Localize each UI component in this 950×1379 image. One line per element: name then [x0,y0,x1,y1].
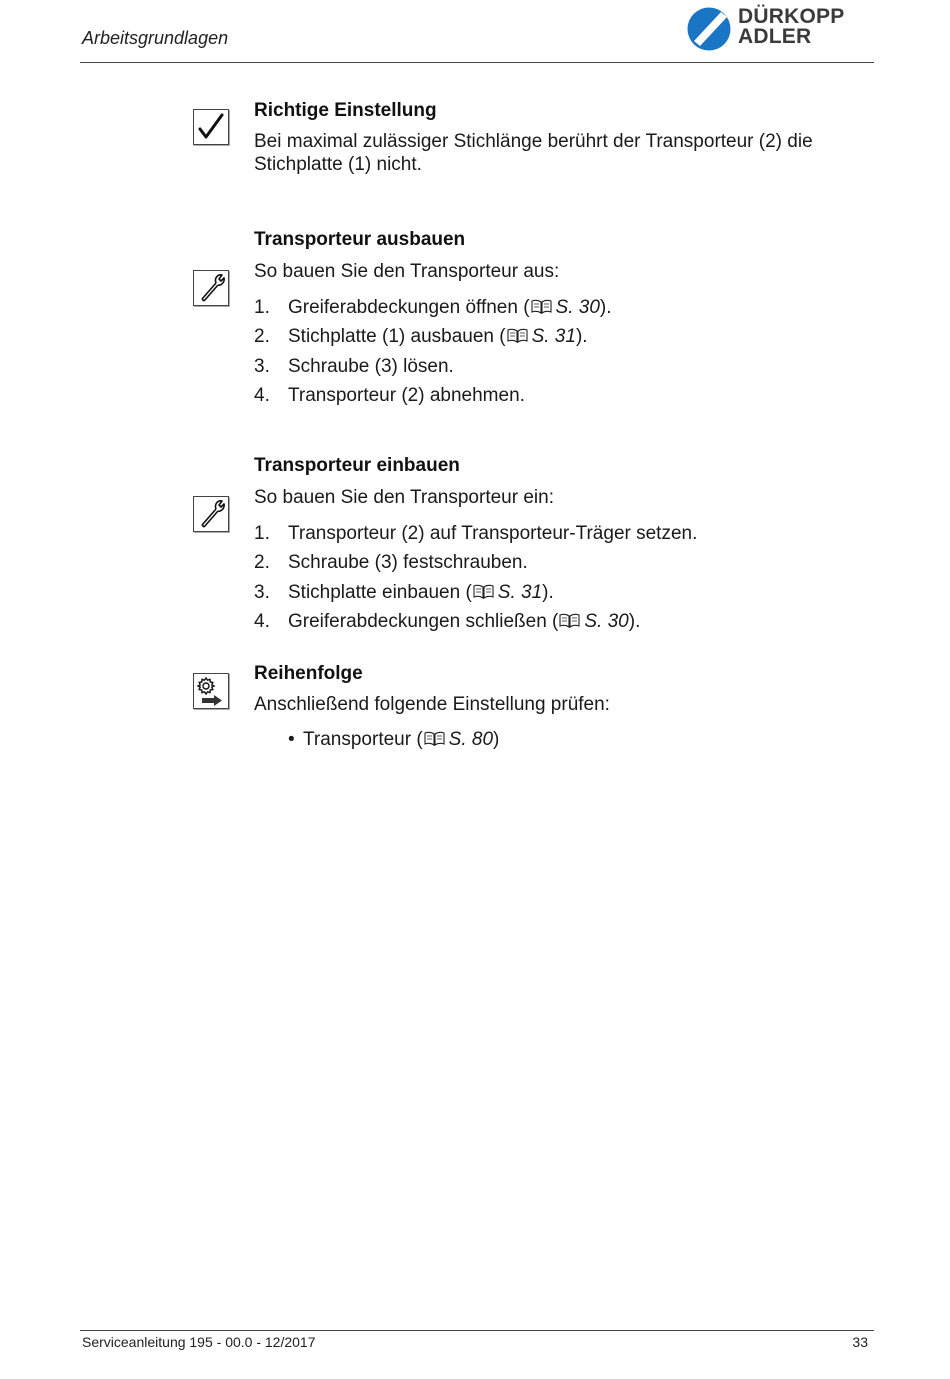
step-text: Schraube (3) festschrauben. [288,552,528,573]
book-icon [424,731,445,746]
step-text: Stichplatte einbauen ( [288,582,472,603]
section-text-correct-line2: Stichplatte (1) nicht. [254,154,422,175]
section-heading-install: Transporteur einbauen [254,455,460,476]
page-reference-link[interactable]: S. 31 [531,326,576,347]
section-heading-remove: Transporteur ausbauen [254,229,466,250]
checkmark-icon [193,109,229,145]
step-number: 2. [254,326,270,347]
step-item [254,297,612,319]
step-text-end: ). [628,611,641,632]
logo-line2: ADLER [738,25,812,48]
page-reference-link[interactable]: S. 31 [497,582,543,603]
step-number: 3. [254,356,270,377]
step-number: 4. [254,385,270,406]
step-item [254,356,454,378]
page-number: 33 [852,1334,868,1350]
book-icon [473,584,494,599]
step-text: Schraube (3) lösen. [288,356,454,377]
step-number: 2. [254,552,270,573]
brand-logo [686,6,876,54]
step-text: Greiferabdeckungen öffnen ( [288,297,530,318]
book-icon [559,613,580,628]
step-item [254,326,588,348]
step-item [254,582,554,604]
gear-arrow-icon [193,673,229,709]
logo-mark-icon [686,6,734,52]
step-number: 3. [254,582,270,603]
step-item [254,385,525,407]
page-reference-link[interactable]: S. 80 [448,729,494,750]
section-intro-install: So bauen Sie den Transporteur ein: [254,487,554,508]
page-reference-link[interactable]: S. 30 [584,611,629,632]
step-text: Transporteur (2) auf Transporteur-Träger setzen. [288,523,698,544]
wrench-icon [193,496,229,532]
step-text: Transporteur (2) abnehmen. [288,385,525,406]
section-heading-order: Reihenfolge [254,663,363,684]
section-text-correct-line1: Bei maximal zulässiger Stichlänge berührt der Transporteur (2) die [254,131,813,152]
footer-divider [80,1330,874,1331]
step-number: 4. [254,611,270,632]
logo-line1: DÜRKOPP [738,5,845,28]
step-text-end: ). [575,326,588,347]
step-text: Greiferabdeckungen schließen ( [288,611,559,632]
bullet-text-end: ) [493,729,500,750]
step-item [254,523,697,545]
step-text-end: ). [599,297,612,318]
step-text-end: ). [542,582,554,603]
header-divider [80,62,874,63]
section-heading-correct: Richtige Einstellung [254,100,437,121]
logo-text [738,7,844,47]
step-item [254,611,640,633]
step-item [254,552,528,574]
wrench-icon [193,270,229,306]
step-text: Stichplatte (1) ausbauen ( [288,326,506,347]
bullet-dot: • [288,729,295,750]
step-number: 1. [254,523,270,544]
page-header-title: Arbeitsgrundlagen [82,28,229,48]
book-icon [531,299,552,314]
section-intro-order: Anschließend folgende Einstellung prüfen: [254,694,610,715]
section-text-correct [254,130,854,176]
footer-document-info: Serviceanleitung 195 - 00.0 - 12/2017 [82,1334,316,1350]
page-reference-link[interactable]: S. 30 [555,297,600,318]
list-item [288,729,499,751]
bullet-text: Transporteur ( [303,729,423,750]
book-icon [507,328,528,343]
section-intro-remove: So bauen Sie den Transporteur aus: [254,261,560,282]
step-number: 1. [254,297,270,318]
